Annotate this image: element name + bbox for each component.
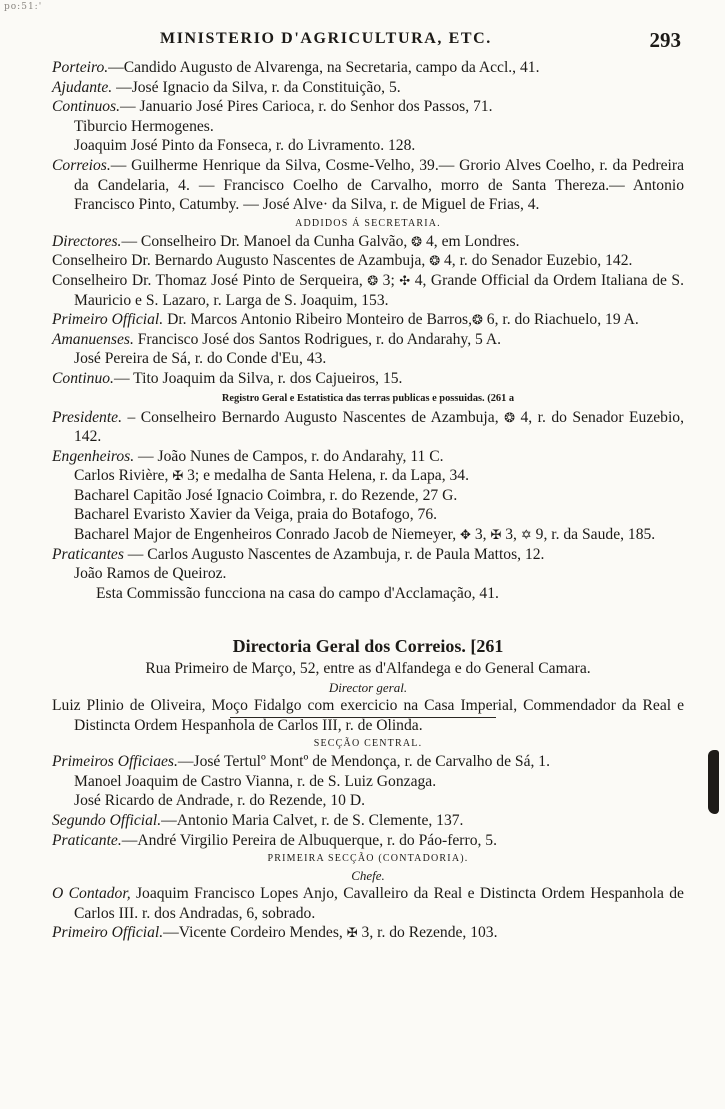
entry-label: Correios. xyxy=(52,156,111,174)
entry-line xyxy=(52,271,684,310)
entry-text: 4, r. do Senador Euzebio, 142. xyxy=(440,252,633,270)
page-body xyxy=(52,58,684,943)
subheading-director: Director geral. xyxy=(328,680,408,696)
entry-label: Primeiros Officiaes. xyxy=(52,753,178,771)
entry-presidente xyxy=(52,408,684,447)
entry-correios xyxy=(52,156,684,215)
entry-engenheiros xyxy=(52,447,684,467)
entry-label: Engenheiros. xyxy=(52,447,135,465)
entry-text: Joaquim Francisco Lopes Anjo, Cavalleiro da Real e Distincta Ordem Hespanhola de Carlos III. r. dos Andradas, 6, sobrado. xyxy=(74,885,684,922)
entry-label: Continuo. xyxy=(52,369,114,387)
entry-primeiros-officiaes xyxy=(52,752,684,772)
entry-praticante xyxy=(52,831,684,851)
entry-text: Carlos Rivière, xyxy=(74,467,173,485)
entry-text: 3; e medalha de Santa Helena, r. da Lapa, 34. xyxy=(183,467,469,485)
entry-label: Porteiro. xyxy=(52,59,109,76)
section-title: Directoria Geral dos Correios. [261 xyxy=(232,636,504,657)
order-rose-icon: ❂ xyxy=(367,272,379,288)
entry-text: 4, Grande Official da Ordem Italiana de S. Mauricio e S. Lazaro, r. Larga de S. Joaquim, 153. xyxy=(74,271,684,309)
entry-text: 3; xyxy=(378,271,400,289)
entry-directores xyxy=(52,232,684,252)
entry-label: Presidente. xyxy=(52,408,123,426)
entry-text: Conselheiro Dr. Thomaz José Pinto de Serqueira, xyxy=(52,271,368,289)
entry-label: Amanuenses. xyxy=(52,330,134,348)
entry-porteiro xyxy=(52,58,684,78)
order-rose-icon: ❂ xyxy=(411,233,423,249)
entry-text: — Conselheiro Dr. Manoel da Cunha Galvão, xyxy=(121,232,412,250)
entry-line: Bacharel Capitão José Ignacio Coimbra, r. do Rezende, 27 G. xyxy=(74,486,458,504)
order-rose-icon: ❂ xyxy=(504,409,515,425)
entry-line: Tiburcio Hermogenes. xyxy=(74,117,214,135)
order-cross-icon: ✠ xyxy=(172,468,184,484)
entry-text: Bacharel Major de Engenheiros Conrado Jacob de Niemeyer, xyxy=(74,526,461,544)
page-header xyxy=(0,28,725,52)
entry-text: 6, r. do Riachuelo, 19 A. xyxy=(482,311,639,329)
margin-speck: ро:51:' xyxy=(4,2,43,12)
entry-text: 3, r. do Rezende, 103. xyxy=(357,924,498,942)
entry-line: Esta Commissão funcciona na casa do campo d'Acclamação, 41. xyxy=(96,584,499,602)
entry-label: Segundo Official. xyxy=(52,812,162,829)
entry-text: 4, r. do Senador Euzebio, 142. xyxy=(74,408,684,446)
order-four-icon: ✥ xyxy=(460,527,471,543)
page-number: 293 xyxy=(649,28,681,52)
entry-text: Francisco José dos Santos Rodrigues, r. do Andarahy, 5 A. xyxy=(133,330,502,348)
subheading-seccao-central: SECÇÃO CENTRAL. xyxy=(313,738,423,750)
entry-text: —Antonio Maria Calvet, r. de S. Clemente, 137. xyxy=(161,812,464,829)
entry-text: 9, r. da Saude, 185. xyxy=(531,526,656,544)
entry-amanuenses xyxy=(52,330,684,350)
entry-text: Conselheiro Dr. Bernardo Augusto Nascentes de Azambuja, xyxy=(52,252,430,270)
entry-text: —José Tertulº Montº de Mendonça, r. de Carvalho de Sá, 1. xyxy=(177,753,550,771)
entry-text: 4, em Londres. xyxy=(422,232,520,250)
order-cross-icon: ✠ xyxy=(490,527,502,543)
entry-line: Manoel Joaquim de Castro Vianna, r. de S. Luiz Gonzaga. xyxy=(74,772,437,790)
entry-primeiro-official xyxy=(52,310,684,330)
entry-text: —Vicente Cordeiro Mendes, xyxy=(163,924,347,942)
entry-label: Directores. xyxy=(52,232,122,250)
running-title: MINISTERIO D'AGRICULTURA, ETC. xyxy=(160,30,492,47)
entry-text: 3, xyxy=(470,526,491,544)
entry-label: Praticante. xyxy=(52,831,122,849)
subheading-primeira-seccao: PRIMEIRA SECÇÃO (CONTADORIA). xyxy=(267,853,469,865)
subheading-chefe: Chefe. xyxy=(351,868,385,884)
entry-text: — Tito Joaquim da Silva, r. dos Cajueiros, 15. xyxy=(113,369,403,387)
subheading-registro: Registro Geral e Estatistica das terras publicas e possuidas. (261 a xyxy=(221,392,515,404)
entry-segundo-official xyxy=(52,811,684,831)
order-star-icon: ✣ xyxy=(399,272,411,288)
entry-line: Joaquim José Pinto da Fonseca, r. do Livramento. 128. xyxy=(74,137,416,155)
entry-line xyxy=(52,251,684,271)
entry-line: José Ricardo de Andrade, r. do Rezende, 10 D. xyxy=(74,792,366,810)
entry-text: — Carlos Augusto Nascentes de Azambuja, r. de Paula Mattos, 12. xyxy=(123,545,545,563)
entry-label: O Contador, xyxy=(52,885,131,903)
entry-line xyxy=(52,525,684,545)
section-divider xyxy=(230,717,496,718)
entry-primeiro-official-2 xyxy=(52,923,684,943)
entry-label: Primeiro Official. xyxy=(52,924,164,942)
entry-text: — João Nunes de Campos, r. do Andarahy, 11 C. xyxy=(134,447,444,465)
entry-line: José Pereira de Sá, r. do Conde d'Eu, 43. xyxy=(74,350,327,368)
order-rose-icon: ❂ xyxy=(471,312,483,328)
entry-text: —André Virgilio Pereira de Albuquerque, r. do Páo-ferro, 5. xyxy=(121,831,497,849)
order-rose-icon: ❂ xyxy=(429,253,441,269)
entry-line: Bacharel Evaristo Xavier da Veiga, praia do Botafogo, 76. xyxy=(74,506,438,524)
entry-text: — Januario José Pires Carioca, r. do Senhor dos Passos, 71. xyxy=(120,98,493,116)
entry-line xyxy=(52,466,684,486)
entry-text: Dr. Marcos Antonio Ribeiro Monteiro de Barros, xyxy=(163,311,472,329)
subheading-addidos: ADDIDOS Á SECRETARIA. xyxy=(295,217,441,229)
entry-continuo xyxy=(52,369,684,389)
entry-label: Ajudante. xyxy=(52,78,113,96)
entry-continuos xyxy=(52,97,684,117)
section-address: Rua Primeiro de Março, 52, entre as d'Alfandega e do General Camara. xyxy=(145,660,591,678)
entry-label: Praticantes xyxy=(52,545,124,563)
entry-contador xyxy=(52,884,684,923)
order-pointed-icon: ✡ xyxy=(520,527,532,543)
entry-text: – Conselheiro Bernardo Augusto Nascentes de Azambuja, xyxy=(122,408,505,426)
ink-blot xyxy=(708,750,719,814)
entry-praticantes xyxy=(52,545,684,565)
entry-line: João Ramos de Queiroz. xyxy=(74,565,227,583)
entry-label: Primeiro Official. xyxy=(52,311,164,329)
entry-text: —Candido Augusto de Alvarenga, na Secretaria, campo da Accl., 41. xyxy=(108,59,540,76)
order-cross-icon: ✠ xyxy=(346,925,358,941)
entry-label: Continuos. xyxy=(52,98,121,116)
entry-text: 3, xyxy=(501,526,521,544)
entry-ajudante xyxy=(52,78,684,98)
entry-text: —José Ignacio da Silva, r. da Constituição, 5. xyxy=(112,78,401,96)
entry-director-geral: Luiz Plinio de Oliveira, Moço Fidalgo com exercicio na Casa Imperial, Commendador da Real e Distincta Ordem Hespanhola de Carlos III, r. de Olinda. xyxy=(52,697,684,734)
entry-text: — Guilherme Henrique da Silva, Cosme-Velho, 39.— Grorio Alves Coelho, r. da Pedreira da Candelaria, 4. — Francisco Coelho de Carvalho, morro de Santa Thereza.— Antonio Francisco Pinto, Catumby. — José Alve· da Silva, r. de Miguel de Frias, 4. xyxy=(74,156,684,214)
